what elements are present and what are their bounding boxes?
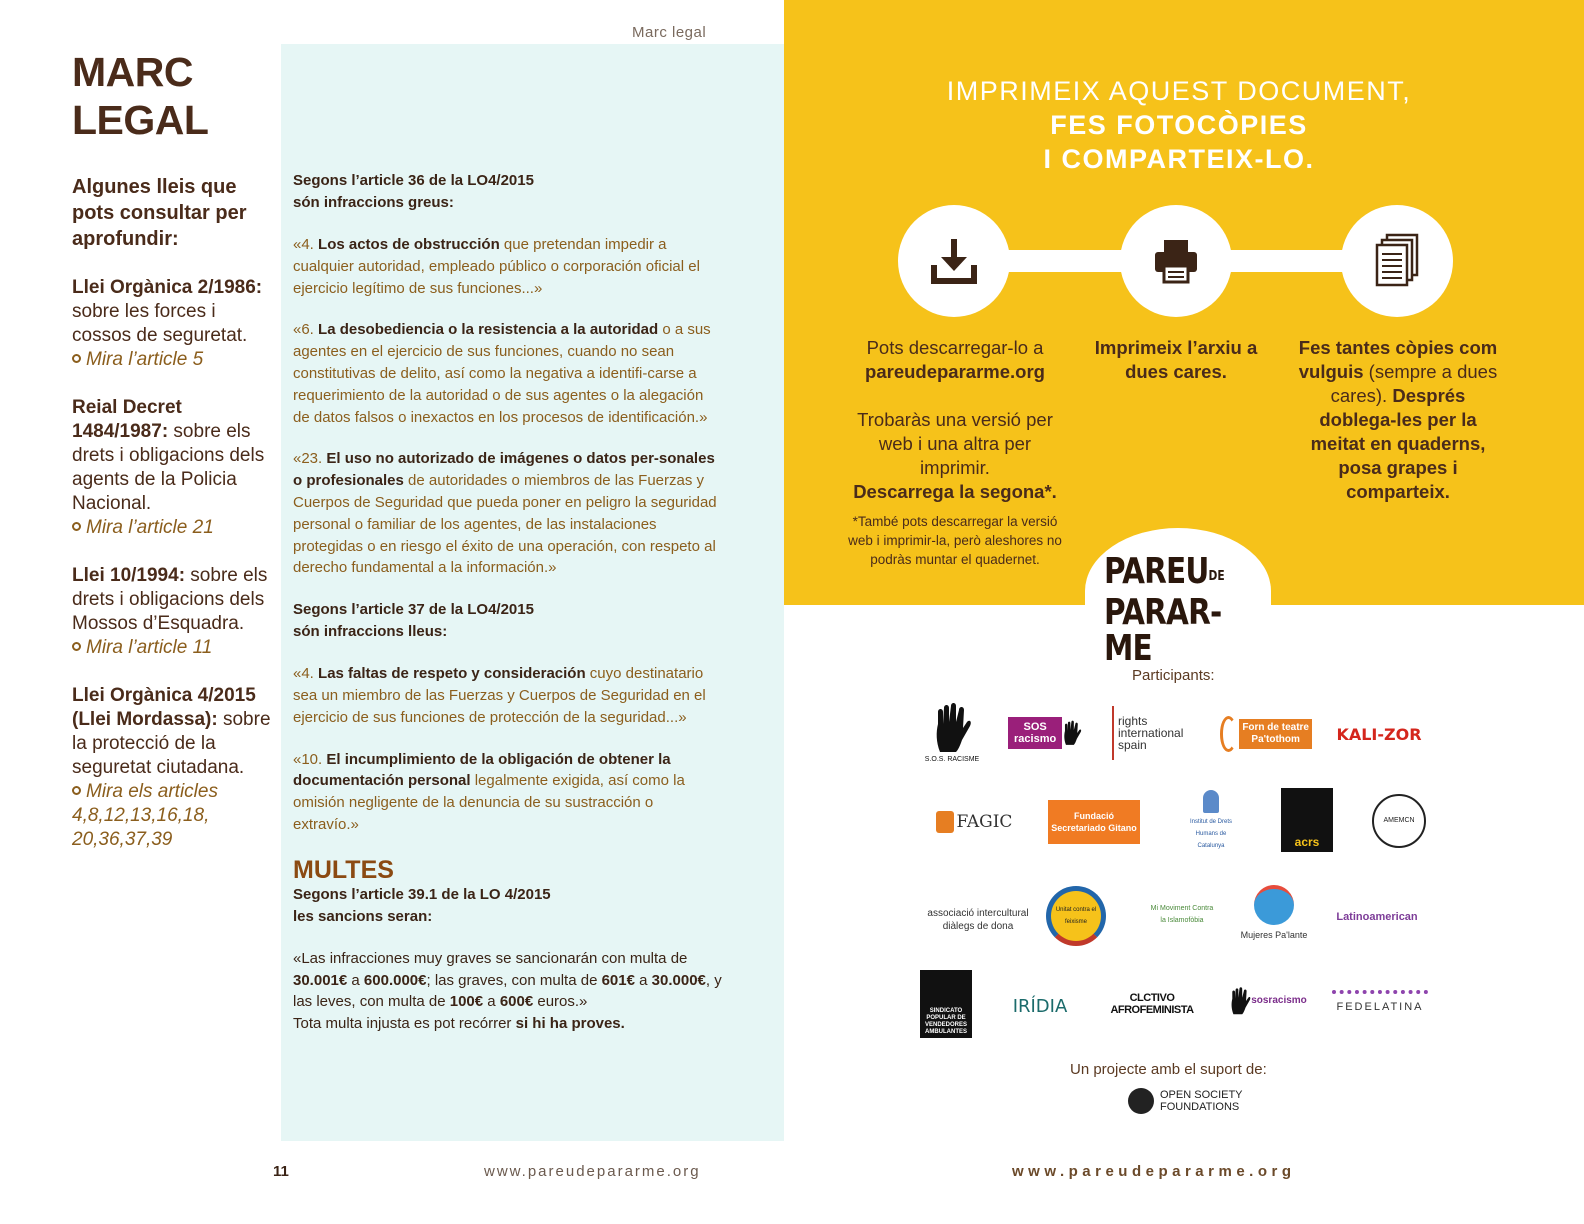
website-url-left[interactable]: www.pareudepararme.org bbox=[484, 1163, 701, 1180]
step-1-text: Pots descarregar-lo a pareudepararme.org Trobaràs una versió per web i una altra per imprimir. Descarrega la segona*. bbox=[853, 337, 1057, 502]
article-39-heading: Segons l’article 39.1 de la LO 4/2015 les sancions seran: bbox=[293, 885, 551, 925]
human-rights-figure-icon bbox=[1203, 790, 1219, 813]
participants-title: Participants: bbox=[1132, 667, 1215, 684]
participant-logo: Mi Moviment Contra la Islamofòbia bbox=[1150, 905, 1214, 924]
step-3-circle[interactable] bbox=[1341, 205, 1453, 317]
law-ref: Mira l’article 21 bbox=[72, 516, 272, 540]
page-number: 11 bbox=[273, 1163, 289, 1180]
intro-text: Algunes lleis que pots consultar per aprofundir: bbox=[72, 176, 247, 250]
participant-logo: SINDICATO POPULAR DE VENDEDORES AMBULANTES bbox=[920, 970, 972, 1038]
participant-logo: FEDELATINA bbox=[1332, 990, 1428, 1020]
globe-icon bbox=[1254, 885, 1294, 925]
participant-logo: IRÍDIA bbox=[1012, 996, 1068, 1017]
step-2-circle[interactable] bbox=[1120, 205, 1232, 317]
article-36-heading: Segons l’article 36 de la LO4/2015 són infraccions greus: bbox=[293, 172, 534, 211]
raised-hand-icon bbox=[932, 702, 972, 754]
law-desc: sobre els drets i obligacions dels agents de la Policia Nacional. bbox=[72, 421, 265, 514]
osf-circle-icon bbox=[1128, 1088, 1154, 1114]
copies-icon bbox=[1373, 233, 1421, 289]
participant-logo: acrs bbox=[1281, 788, 1333, 852]
download-link[interactable]: pareudepararme.org bbox=[865, 361, 1045, 382]
participant-logo: S.O.S. RACISME bbox=[924, 702, 980, 766]
law-item bbox=[72, 564, 272, 660]
fines-text: «Las infracciones muy graves se sancionarán con multa de 30.001€ a 600.000€; las graves, con multa de 601€ a 30.000€, y las leves, con multa de 100€ a 600€ euros.» Tota multa injusta es pot recórrer si hi ha proves. bbox=[293, 949, 722, 1033]
law-desc: sobre la protecció de la seguretat ciutadana. bbox=[72, 709, 271, 778]
footnote: *També pots descarregar la versió web i imprimir-la, però aleshores no podràs muntar el quadernet. bbox=[848, 514, 1062, 567]
participant-logo: Forn de teatre Pa'tothom bbox=[1220, 712, 1312, 756]
participant-logo: Latinoamerican bbox=[1336, 911, 1418, 923]
step-3-text: Fes tantes còpies com vulguis (sempre a dues cares). Després doblega-les per la meitat en quaderns, posa grapes i comparteix. bbox=[1298, 337, 1498, 502]
law-item bbox=[72, 276, 272, 372]
headline-line-2: FES FOTOCÒPIES bbox=[1050, 110, 1308, 140]
law-ref: Mira l’article 5 bbox=[72, 348, 272, 372]
participant-logo: Institut de Drets Humans de Catalunya bbox=[1186, 790, 1236, 852]
bullet-ring-icon bbox=[72, 522, 81, 531]
bullet-ring-icon bbox=[72, 786, 81, 795]
law-name: Llei 10/1994: bbox=[72, 565, 186, 586]
law-ref: Mira els articles 4,8,12,13,16,18, 20,36,37,39 bbox=[72, 781, 218, 850]
pareu-de-parar-me-logo: PAREUDE PARAR-ME bbox=[1104, 551, 1225, 669]
step-1-circle[interactable] bbox=[898, 205, 1010, 317]
title-line-2: LEGAL bbox=[72, 97, 209, 143]
quotes-panel-text bbox=[293, 170, 723, 1035]
website-url-right[interactable]: www.pareudepararme.org bbox=[1012, 1163, 1296, 1180]
headline-line-3: I COMPARTEIX-LO. bbox=[1043, 144, 1315, 174]
support-title: Un projecte amb el suport de: bbox=[1070, 1061, 1267, 1078]
open-society-logo: OPEN SOCIETY FOUNDATIONS bbox=[1128, 1088, 1243, 1114]
participant-logo: KALI-ZOR bbox=[1336, 725, 1422, 744]
page-title bbox=[72, 48, 272, 144]
download-icon bbox=[928, 235, 980, 287]
step-2-text: Imprimeix l’arxiu a dues cares. bbox=[1094, 337, 1258, 382]
quote-4: «4. Los actos de obstrucción que pretendan impedir a cualquier autoridad, empleado público o corporación oficial el ejercicio legítimo de sus funciones...» bbox=[293, 236, 700, 297]
participant-logo: AMEMCN bbox=[1372, 794, 1426, 848]
headline-line-1: IMPRIMEIX AQUEST DOCUMENT, bbox=[946, 76, 1412, 106]
law-name: Reial Decret 1484/1987: bbox=[72, 397, 182, 442]
law-name: Llei Orgànica 4/2015 (Llei Mordassa): bbox=[72, 685, 256, 730]
raised-hand-icon bbox=[1229, 986, 1251, 1016]
law-ref: Mira l’article 11 bbox=[72, 636, 272, 660]
quote-6: «6. La desobediencia o la resistencia a la autoridad o a sus agentes en el ejercicio de sus funciones, cuando no sean constitutivas de delito, así como la negativa a identifi-carse a requerimiento de la autoridad o de sus agentes o la alegación de datos falsos o inexactos en los procesos de identificación.» bbox=[293, 321, 711, 426]
crescent-icon bbox=[1220, 716, 1237, 752]
participant-logo: associació intercultural diàlegs de dona bbox=[927, 908, 1029, 932]
left-column bbox=[72, 48, 272, 852]
participant-logo: Mujeres Pa'lante bbox=[1238, 880, 1310, 946]
bullet-ring-icon bbox=[72, 642, 81, 651]
participant-logo: CLCTIVO AFROFEMINISTA bbox=[1110, 992, 1194, 1016]
running-head: Marc legal bbox=[632, 24, 707, 41]
bullet-ring-icon bbox=[72, 354, 81, 363]
multes-title: MULTES bbox=[293, 855, 394, 884]
participant-logo: Fundació Secretariado Gitano bbox=[1048, 800, 1140, 844]
fagic-mark-icon bbox=[936, 811, 954, 833]
article-37-heading: Segons l’article 37 de la LO4/2015 són infraccions lleus: bbox=[293, 601, 534, 641]
participant-logo: sosracismo bbox=[1222, 980, 1314, 1022]
raised-hand-icon bbox=[1062, 713, 1082, 753]
law-name: Llei Orgànica 2/1986: bbox=[72, 277, 263, 298]
law-item bbox=[72, 684, 272, 852]
participant-logo: rights international spain bbox=[1112, 706, 1198, 760]
participant-logo: SOS racismo bbox=[1008, 710, 1082, 756]
law-desc: sobre les forces i cossos de seguretat. bbox=[72, 301, 248, 346]
printer-icon bbox=[1151, 236, 1201, 286]
participant-logo: FAGIC bbox=[928, 800, 1020, 844]
print-headline bbox=[784, 74, 1574, 176]
law-desc: sobre els drets i obligacions dels Mossos d’Esquadra. bbox=[72, 565, 268, 634]
quote-light-10: «10. El incumplimiento de la obligación de obtener la documentación personal legalmente exigida, así como la omisión negligente de la denuncia de su sustracción o extravío.» bbox=[293, 750, 685, 833]
quote-23: «23. El uso no autorizado de imágenes o datos per-sonales o profesionales de autoridades o miembros de las Fuerzas y Cuerpos de Seguridad que pueda poner en peligro la seguridad personal o familiar de los agentes, de las instalaciones protegidas o en riesgo el éxito de una operación, con respeto al derecho fundamental a la información.» bbox=[293, 450, 717, 577]
law-item bbox=[72, 396, 272, 540]
title-line-1: MARC bbox=[72, 49, 193, 95]
quote-light-4: «4. Las faltas de respeto y consideración cuyo destinatario sea un miembro de las Fuerzas y Cuerpos de Seguridad en el ejercicio de sus funciones de protección de la seguridad...» bbox=[293, 665, 706, 726]
participant-logo: Unitat contra el feixisme bbox=[1046, 886, 1106, 946]
